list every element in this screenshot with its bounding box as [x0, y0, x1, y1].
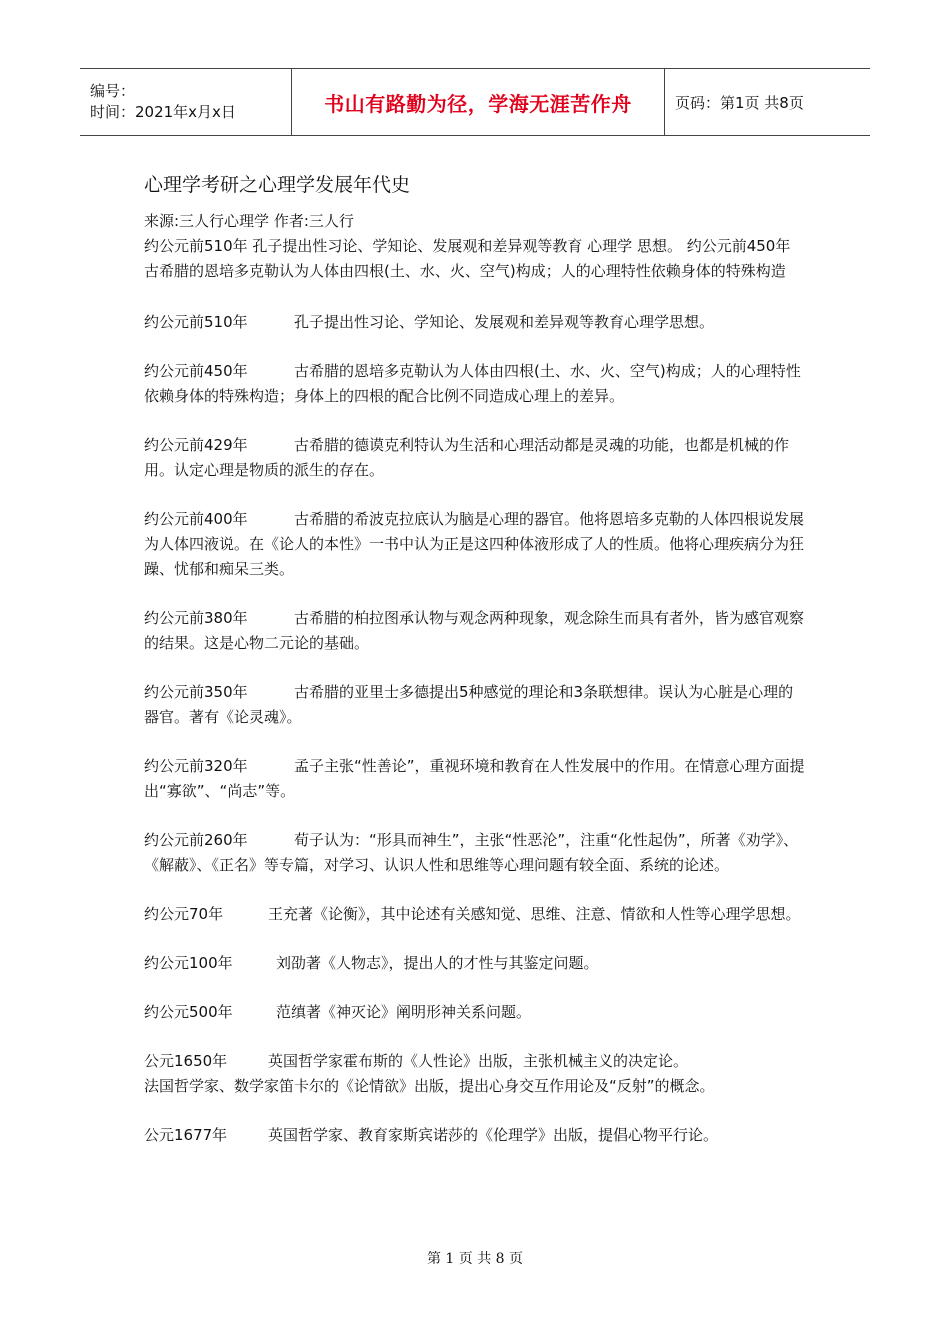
entry-year: 约公元前260年	[144, 831, 248, 849]
entry-year: 约公元500年	[144, 1003, 233, 1021]
document-header	[80, 68, 870, 136]
entry-text: 孟子主张“性善论”，重视环境和教育在人性发展中的作用。在情意心理方面提出“寡欲”、“尚志”等。	[144, 757, 805, 800]
entry-text: 荀子认为：“形具而神生”，主张“性恶沦”，注重“化性起伪”，所著《劝学》、《解蔽》、《正名》等专篇，对学习、认识人性和思维等心理问题有较全面、系统的论述。	[144, 831, 799, 874]
header-meta	[80, 69, 292, 135]
timeline-entry	[144, 680, 808, 730]
document-body	[144, 170, 808, 1148]
timeline-entry	[144, 507, 808, 582]
entry-text: 古希腊的恩培多克勒认为人体由四根(土、水、火、空气)构成；人的心理特性依赖身体的特殊构造；身体上的四根的配合比例不同造成心理上的差异。	[144, 362, 801, 405]
entry-year: 约公元前380年	[144, 609, 248, 627]
entry-text: 孔子提出性习论、学知论、发展观和差异观等教育心理学思想。	[294, 313, 715, 331]
entry-year: 约公元100年	[144, 954, 233, 972]
number-label: 编号：	[90, 82, 136, 100]
entry-text: 古希腊的希波克拉底认为脑是心理的器官。他将恩培多克勒的人体四根说发展为人体四液说。在《论人的本性》一书中认为正是这四种体液形成了人的性质。他将心理疾病分为狂躁、忧郁和痴呆三类。	[144, 510, 805, 578]
page-code: 页码：第1页 共8页	[675, 93, 804, 112]
entry-text: 刘劭著《人物志》，提出人的才性与其鉴定问题。	[276, 954, 599, 972]
timeline-entry	[144, 754, 808, 804]
timeline-entry	[144, 828, 808, 878]
entry-year: 公元1677年	[144, 1126, 228, 1144]
entry-text: 王充著《论衡》，其中论述有关感知觉、思维、注意、情欲和人性等心理学思想。	[268, 905, 801, 923]
timeline-entry	[144, 951, 808, 976]
entry-year: 约公元前429年	[144, 436, 248, 454]
timeline-entry	[144, 606, 808, 656]
intro-paragraph: 约公元前510年 孔子提出性习论、学知论、发展观和差异观等教育 心理学 思想。 约公元前450年 古希腊的恩培多克勒认为人体由四根(土、水、火、空气)构成；人的心理特性依赖身体的特殊构造	[144, 237, 791, 280]
entry-year: 约公元前400年	[144, 510, 248, 528]
page-footer: 第 1 页 共 8 页	[426, 1251, 524, 1267]
entry-year: 约公元70年	[144, 905, 224, 923]
entry-text: 英国哲学家霍布斯的《人性论》出版，主张机械主义的决定论。	[268, 1052, 689, 1070]
entry-year: 约公元前450年	[144, 362, 248, 380]
entry-extra-text: 法国哲学家、数学家笛卡尔的《论情欲》出版，提出心身交互作用论及“反射”的概念。	[144, 1077, 715, 1095]
document-title: 心理学考研之心理学发展年代史	[144, 174, 411, 196]
entry-year: 约公元前320年	[144, 757, 248, 775]
time-label: 时间：2021年x月x日	[90, 103, 236, 121]
timeline-entry	[144, 1123, 808, 1148]
entry-text: 古希腊的德谟克利特认为生活和心理活动都是灵魂的功能，也都是机械的作用。认定心理是物质的派生的存在。	[144, 436, 790, 479]
entry-text: 古希腊的柏拉图承认物与观念两种现象，观念除生而具有者外，皆为感官观察的结果。这是心物二元论的基础。	[144, 609, 805, 652]
timeline-entry	[144, 902, 808, 927]
timeline-entry	[144, 1049, 808, 1099]
timeline-entry	[144, 359, 808, 409]
header-page-cell	[665, 69, 870, 135]
motto: 书山有路勤为径，学海无涯苦作舟	[324, 91, 632, 116]
entry-text: 范缜著《神灭论》阐明形神关系问题。	[276, 1003, 532, 1021]
source-line: 来源:三人行心理学 作者:三人行	[144, 212, 354, 230]
timeline-entry	[144, 310, 808, 335]
entry-text: 古希腊的亚里士多德提出5种感觉的理论和3条联想律。误认为心脏是心理的器官。著有《论灵魂》。	[144, 683, 794, 726]
entry-year: 约公元前510年	[144, 313, 248, 331]
timeline-entry	[144, 433, 808, 483]
entry-text: 英国哲学家、教育家斯宾诺莎的《伦理学》出版，提倡心物平行论。	[268, 1126, 719, 1144]
timeline-entry	[144, 1000, 808, 1025]
header-motto-cell	[292, 69, 665, 135]
entry-year: 公元1650年	[144, 1052, 228, 1070]
entry-year: 约公元前350年	[144, 683, 248, 701]
